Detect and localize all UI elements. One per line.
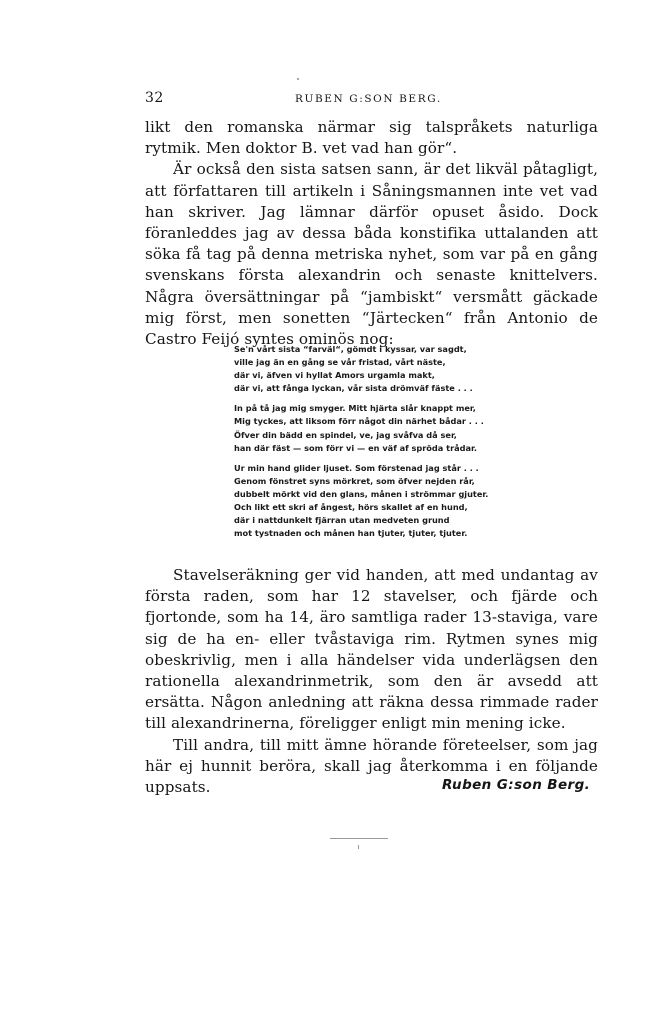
end-mark [358, 845, 359, 849]
poem-line: Och likt ett skri af ångest, hörs skallet af en hund, [234, 502, 468, 513]
paragraph: likt den romanska närmar sig talspråkets naturliga rytmik. Men doktor B. vet vad han gör“. [145, 118, 598, 158]
poem-sonnet [234, 343, 524, 547]
body-text-top [145, 117, 598, 350]
poem-line: där i nattdunkelt fjärran utan medveten grund [234, 515, 450, 526]
page-header [145, 90, 598, 110]
poem-line: In på tå jag mig smyger. Mitt hjärta slår knappt mer, [234, 403, 476, 414]
poem-line: Genom fönstret syns mörkret, som öfver nejden rår, [234, 475, 475, 486]
poem-line: Se'n vårt sista “farväl“, gömdt i kyssar, var sagdt, [234, 344, 467, 354]
poem-stanza [234, 343, 524, 395]
print-speck [297, 78, 299, 80]
paragraph: Stavelseräkning ger vid handen, att med undantag av första raden, som har 12 stavelser, och fjärde och fjortonde, som ha 14, äro samtliga rader 13-staviga, vare sig de ha en- eller tvåstaviga rim. Rytmen synes mig obeskrivlig, men i alla händelser vida underlägsen den rationella alexandrinmetrik, som den är avsedd att ersätta. Någon anledning att räkna dessa rimmade rader till alexandrinerna, föreligger enligt min mening icke. [145, 566, 598, 733]
poem-line: Mig tyckes, att liksom förr något din närhet bådar . . . [234, 416, 484, 427]
poem-line: där vi, att fånga lyckan, vår sista drömväf fäste . . . [234, 383, 473, 394]
paragraph: Till andra, till mitt ämne hörande företeelser, som jag här ej hunnit beröra, skall jag återkomma i en följande uppsats. [145, 735, 598, 797]
body-text-bottom [145, 565, 598, 798]
poem-stanza [234, 462, 524, 541]
poem-line: han där fäst — som förr vi — en väf af spröda trådar. [234, 442, 478, 453]
author-signature: Ruben G:son Berg. [442, 777, 591, 793]
end-rule [330, 838, 388, 839]
poem-line: Öfver din bädd en spindel, ve, jag svåfva då ser, [234, 429, 457, 440]
poem-line: mot tystnaden och månen han tjuter, tjuter, tjuter. [234, 528, 468, 539]
page-number: 32 [145, 90, 164, 106]
poem-line: ville jag än en gång se vår fristad, vårt näste, [234, 357, 446, 368]
paragraph: Är också den sista satsen sann, är det likväl påtagligt, att författaren till artikeln i Såningsmannen inte vet vad han skriver. Jag lämnar därför opuset åsido. Dock föranleddes jag av dessa båda konstifika uttalanden att söka få tag på denna metriska nyhet, som var på en gång svenskans första alexandrin och senaste knittelvers. Några översättningar på “jambiskt“ versmått gäckade mig först, men sonetten “Järtecken“ från Antonio de Castro Feijó syntes ominös nog: [145, 160, 598, 349]
poem-line: Ur min hand glider ljuset. Som förstenad jag står . . . [234, 462, 479, 473]
poem-line: där vi, äfven vi hyllat Amors urgamla makt, [234, 370, 435, 381]
poem-line: dubbelt mörkt vid den glans, månen i strömmar gjuter. [234, 488, 489, 499]
running-head: RUBEN G:SON BERG. [295, 93, 442, 105]
poem-stanza [234, 402, 524, 454]
